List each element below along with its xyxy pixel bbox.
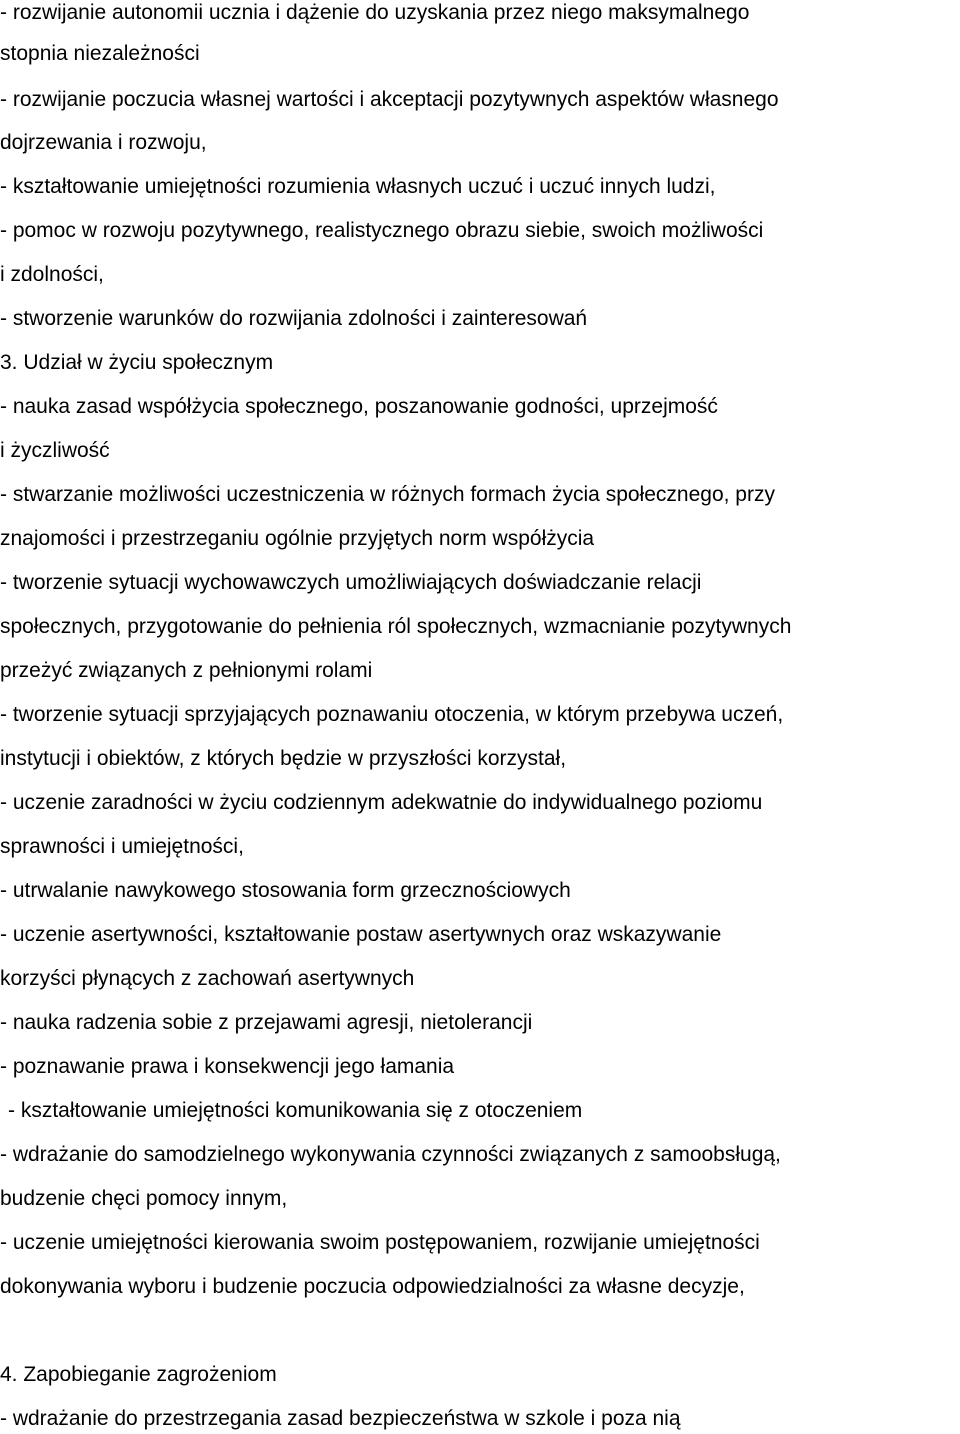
text-line: - uczenie asertywności, kształtowanie postaw asertywnych oraz wskazywanie — [0, 923, 722, 946]
text-line: - uczenie zaradności w życiu codziennym adekwatnie do indywidualnego poziomu — [0, 791, 763, 814]
text-line: - tworzenie sytuacji wychowawczych umożliwiających doświadczanie relacji — [0, 571, 702, 594]
section-heading: 3. Udział w życiu społecznym — [0, 351, 274, 374]
text-line: i życzliwość — [0, 439, 110, 462]
text-line: znajomości i przestrzeganiu ogólnie przyjętych norm współżycia — [0, 527, 595, 550]
text-line: sprawności i umiejętności, — [0, 835, 244, 858]
text-line: społecznych, przygotowanie do pełnienia ról społecznych, wzmacnianie pozytywnych — [0, 615, 792, 638]
text-line: i zdolności, — [0, 263, 104, 286]
text-line: dokonywania wyboru i budzenie poczucia odpowiedzialności za własne decyzje, — [0, 1275, 745, 1298]
text-line: stopnia niezależności — [0, 42, 200, 65]
text-line: - rozwijanie poczucia własnej wartości i akceptacji pozytywnych aspektów własnego — [0, 88, 779, 111]
text-line: - wdrażanie do samodzielnego wykonywania czynności związanych z samoobsługą, — [0, 1143, 781, 1166]
text-line: - stworzenie warunków do rozwijania zdolności i zainteresowań — [0, 307, 588, 330]
text-line: - pomoc w rozwoju pozytywnego, realistycznego obrazu siebie, swoich możliwości — [0, 219, 764, 242]
text-line: - kształtowanie umiejętności rozumienia własnych uczuć i uczuć innych ludzi, — [0, 175, 716, 198]
text-line: - stwarzanie możliwości uczestniczenia w różnych formach życia społecznego, przy — [0, 483, 775, 506]
text-line: - rozwijanie autonomii ucznia i dążenie do uzyskania przez niego maksymalnego — [0, 1, 750, 24]
text-line: korzyści płynących z zachowań asertywnych — [0, 967, 415, 990]
text-line: - wdrażanie do przestrzegania zasad bezpieczeństwa w szkole i poza nią — [0, 1407, 681, 1430]
text-line: instytucji i obiektów, z których będzie w przyszłości korzystał, — [0, 747, 567, 770]
text-line: - kształtowanie umiejętności komunikowania się z otoczeniem — [8, 1099, 583, 1122]
text-line: - nauka radzenia sobie z przejawami agresji, nietolerancji — [0, 1011, 533, 1034]
text-line: budzenie chęci pomocy innym, — [0, 1187, 288, 1210]
text-line: - utrwalanie nawykowego stosowania form grzecznościowych — [0, 879, 571, 902]
text-line: dojrzewania i rozwoju, — [0, 131, 207, 154]
text-line: - poznawanie prawa i konsekwencji jego łamania — [0, 1055, 455, 1078]
text-line: - tworzenie sytuacji sprzyjających poznawaniu otoczenia, w którym przebywa uczeń, — [0, 703, 784, 726]
text-line: - uczenie umiejętności kierowania swoim postępowaniem, rozwijanie umiejętności — [0, 1231, 760, 1254]
text-line: przeżyć związanych z pełnionymi rolami — [0, 659, 373, 682]
text-line: - nauka zasad współżycia społecznego, poszanowanie godności, uprzejmość — [0, 395, 718, 418]
section-heading: 4. Zapobieganie zagrożeniom — [0, 1363, 277, 1386]
